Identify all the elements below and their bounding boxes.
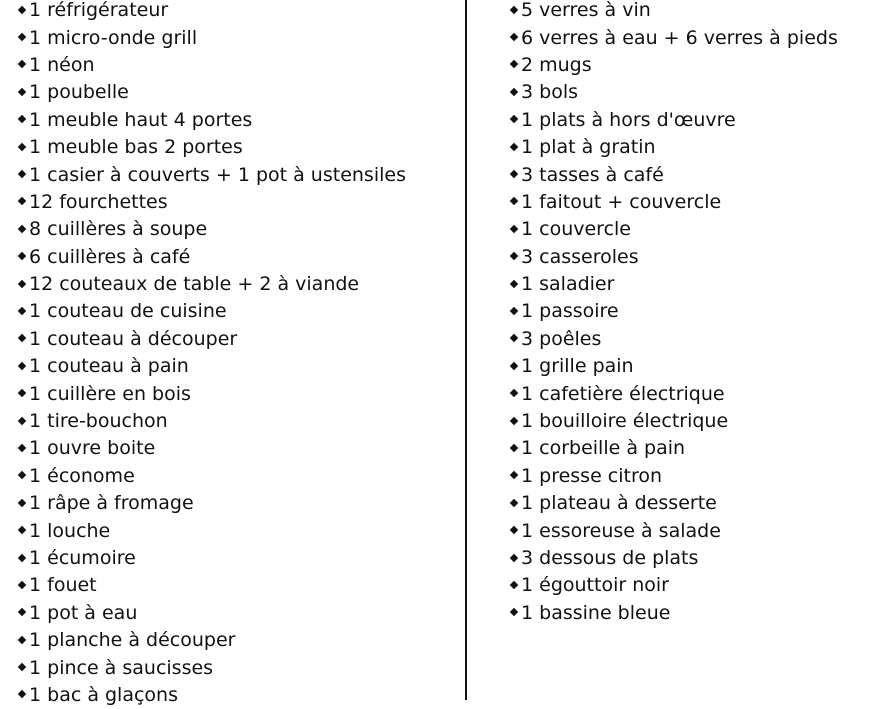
diamond-bullet-icon bbox=[18, 416, 26, 424]
diamond-bullet-icon bbox=[18, 635, 26, 643]
diamond-bullet-icon bbox=[18, 197, 26, 205]
list-item bbox=[510, 408, 880, 435]
list-item-text: 5 verres à vin bbox=[521, 0, 651, 22]
diamond-bullet-icon bbox=[18, 334, 26, 342]
list-item bbox=[18, 408, 458, 435]
list-item-text: 1 plats à hors d'œuvre bbox=[521, 108, 736, 131]
diamond-bullet-icon bbox=[18, 170, 26, 178]
list-item-text: 1 pince à saucisses bbox=[29, 656, 214, 679]
list-item bbox=[510, 107, 880, 134]
list-item-text: 1 couteau à pain bbox=[29, 355, 189, 378]
list-item-text: 1 couvercle bbox=[521, 218, 631, 241]
diamond-bullet-icon bbox=[510, 389, 518, 397]
diamond-bullet-icon bbox=[510, 5, 518, 13]
list-item-text: 1 plateau à desserte bbox=[521, 492, 717, 515]
left-inventory-list bbox=[18, 0, 458, 709]
list-item bbox=[18, 572, 458, 599]
list-item-text: 3 bols bbox=[521, 81, 578, 104]
list-item bbox=[510, 380, 880, 407]
list-item-text: 1 pot à eau bbox=[29, 601, 138, 624]
list-item-text: 1 cuillère en bois bbox=[29, 382, 191, 405]
list-item bbox=[18, 161, 458, 188]
diamond-bullet-icon bbox=[18, 608, 26, 616]
list-item-text: 6 verres à eau + 6 verres à pieds bbox=[521, 26, 838, 49]
diamond-bullet-icon bbox=[18, 663, 26, 671]
diamond-bullet-icon bbox=[510, 334, 518, 342]
list-item-text: 8 cuillères à soupe bbox=[29, 218, 208, 241]
list-item bbox=[510, 353, 880, 380]
list-item-text: 1 couteau à découper bbox=[29, 327, 238, 350]
list-item bbox=[510, 271, 880, 298]
list-item-text: 1 néon bbox=[29, 53, 95, 76]
list-item bbox=[510, 545, 880, 572]
list-item-text: 2 mugs bbox=[521, 53, 592, 76]
list-item-text: 1 meuble haut 4 portes bbox=[29, 108, 253, 131]
diamond-bullet-icon bbox=[18, 252, 26, 260]
list-item-text: 1 écumoire bbox=[29, 547, 136, 569]
list-item bbox=[18, 627, 458, 654]
list-item-text: 1 tire-bouchon bbox=[29, 410, 168, 433]
diamond-bullet-icon bbox=[510, 279, 518, 287]
list-item bbox=[510, 244, 880, 271]
list-item-text: 1 faitout + couvercle bbox=[521, 190, 722, 213]
diamond-bullet-icon bbox=[18, 88, 26, 96]
list-item-text: 1 râpe à fromage bbox=[29, 492, 194, 515]
list-item-text: 1 passoire bbox=[521, 300, 619, 323]
list-item-text: 1 bac à glaçons bbox=[29, 683, 178, 706]
diamond-bullet-icon bbox=[18, 581, 26, 589]
list-item bbox=[18, 271, 458, 298]
list-item bbox=[510, 52, 880, 79]
diamond-bullet-icon bbox=[510, 197, 518, 205]
list-item-text: 1 économe bbox=[29, 464, 135, 487]
diamond-bullet-icon bbox=[18, 279, 26, 287]
list-item bbox=[510, 517, 880, 544]
list-item-text: 1 grille pain bbox=[521, 355, 634, 378]
list-item-text: 1 planche à découper bbox=[29, 629, 236, 652]
list-item bbox=[18, 244, 458, 271]
list-item bbox=[18, 380, 458, 407]
list-item-text: 6 cuillères à café bbox=[29, 245, 191, 268]
list-item-text: 1 louche bbox=[29, 519, 111, 542]
list-item-text: 1 fouet bbox=[29, 574, 97, 597]
list-item bbox=[510, 24, 880, 51]
diamond-bullet-icon bbox=[510, 142, 518, 150]
list-item-text: 3 tasses à café bbox=[521, 163, 664, 186]
list-item bbox=[510, 298, 880, 325]
diamond-bullet-icon bbox=[18, 33, 26, 41]
list-item bbox=[510, 0, 880, 24]
diamond-bullet-icon bbox=[510, 33, 518, 41]
list-item-text: 12 fourchettes bbox=[29, 190, 168, 213]
list-item bbox=[510, 79, 880, 106]
list-item bbox=[18, 545, 458, 572]
diamond-bullet-icon bbox=[510, 225, 518, 233]
list-item bbox=[510, 216, 880, 243]
list-item bbox=[18, 216, 458, 243]
list-item bbox=[510, 435, 880, 462]
list-item bbox=[18, 600, 458, 627]
list-item-text: 1 bassine bleue bbox=[521, 601, 671, 624]
list-item bbox=[18, 654, 458, 681]
list-item-text: 1 meuble bas 2 portes bbox=[29, 136, 243, 159]
list-item-text: 1 poubelle bbox=[29, 81, 129, 104]
list-item-text: 1 bouilloire électrique bbox=[521, 410, 729, 433]
list-item-text: 1 couteau de cuisine bbox=[29, 300, 227, 323]
diamond-bullet-icon bbox=[18, 115, 26, 123]
list-item-text: 3 poêles bbox=[521, 327, 602, 350]
diamond-bullet-icon bbox=[510, 498, 518, 506]
list-item bbox=[18, 682, 458, 709]
list-item bbox=[18, 298, 458, 325]
list-item-text: 1 cafetière électrique bbox=[521, 382, 725, 405]
column-divider bbox=[465, 0, 467, 700]
diamond-bullet-icon bbox=[18, 389, 26, 397]
diamond-bullet-icon bbox=[18, 362, 26, 370]
list-item bbox=[18, 353, 458, 380]
diamond-bullet-icon bbox=[510, 444, 518, 452]
list-item bbox=[510, 490, 880, 517]
list-item bbox=[18, 134, 458, 161]
diamond-bullet-icon bbox=[18, 526, 26, 534]
list-item bbox=[18, 435, 458, 462]
list-item bbox=[510, 463, 880, 490]
diamond-bullet-icon bbox=[18, 553, 26, 561]
diamond-bullet-icon bbox=[18, 690, 26, 698]
list-item bbox=[510, 161, 880, 188]
list-item-text: 1 saladier bbox=[521, 273, 615, 296]
list-item bbox=[18, 463, 458, 490]
list-item bbox=[18, 189, 458, 216]
diamond-bullet-icon bbox=[18, 60, 26, 68]
list-item bbox=[18, 107, 458, 134]
list-item bbox=[18, 517, 458, 544]
diamond-bullet-icon bbox=[510, 416, 518, 424]
list-item-text: 1 égouttoir noir bbox=[521, 574, 669, 597]
diamond-bullet-icon bbox=[510, 581, 518, 589]
diamond-bullet-icon bbox=[18, 471, 26, 479]
diamond-bullet-icon bbox=[510, 252, 518, 260]
list-item bbox=[18, 326, 458, 353]
diamond-bullet-icon bbox=[510, 115, 518, 123]
list-item-text: 1 plat à gratin bbox=[521, 136, 656, 159]
diamond-bullet-icon bbox=[18, 5, 26, 13]
list-item bbox=[18, 24, 458, 51]
list-item bbox=[510, 189, 880, 216]
list-item-text: 3 casseroles bbox=[521, 245, 639, 268]
diamond-bullet-icon bbox=[510, 526, 518, 534]
diamond-bullet-icon bbox=[510, 553, 518, 561]
diamond-bullet-icon bbox=[18, 142, 26, 150]
list-item bbox=[510, 600, 880, 627]
list-item bbox=[510, 326, 880, 353]
list-item-text: 1 ouvre boite bbox=[29, 437, 156, 460]
diamond-bullet-icon bbox=[18, 307, 26, 315]
right-inventory-list bbox=[510, 0, 880, 627]
list-item bbox=[510, 572, 880, 599]
list-item bbox=[18, 0, 458, 24]
diamond-bullet-icon bbox=[510, 608, 518, 616]
diamond-bullet-icon bbox=[510, 170, 518, 178]
diamond-bullet-icon bbox=[510, 60, 518, 68]
list-item-text: 1 essoreuse à salade bbox=[521, 519, 721, 542]
diamond-bullet-icon bbox=[510, 471, 518, 479]
list-item-text: 1 micro-onde grill bbox=[29, 26, 198, 49]
list-item-text: 1 corbeille à pain bbox=[521, 437, 686, 460]
diamond-bullet-icon bbox=[18, 225, 26, 233]
list-item-text: 12 couteaux de table + 2 à viande bbox=[29, 273, 360, 296]
diamond-bullet-icon bbox=[18, 444, 26, 452]
diamond-bullet-icon bbox=[510, 88, 518, 96]
list-item bbox=[510, 134, 880, 161]
diamond-bullet-icon bbox=[510, 362, 518, 370]
list-item-text: 1 casier à couverts + 1 pot à ustensiles bbox=[29, 163, 406, 186]
list-item bbox=[18, 79, 458, 106]
list-item-text: 1 réfrigérateur bbox=[29, 0, 169, 22]
diamond-bullet-icon bbox=[18, 498, 26, 506]
diamond-bullet-icon bbox=[510, 307, 518, 315]
list-item bbox=[18, 490, 458, 517]
list-item bbox=[18, 52, 458, 79]
list-item-text: 1 presse citron bbox=[521, 464, 663, 487]
list-item-text: 3 dessous de plats bbox=[521, 547, 699, 569]
